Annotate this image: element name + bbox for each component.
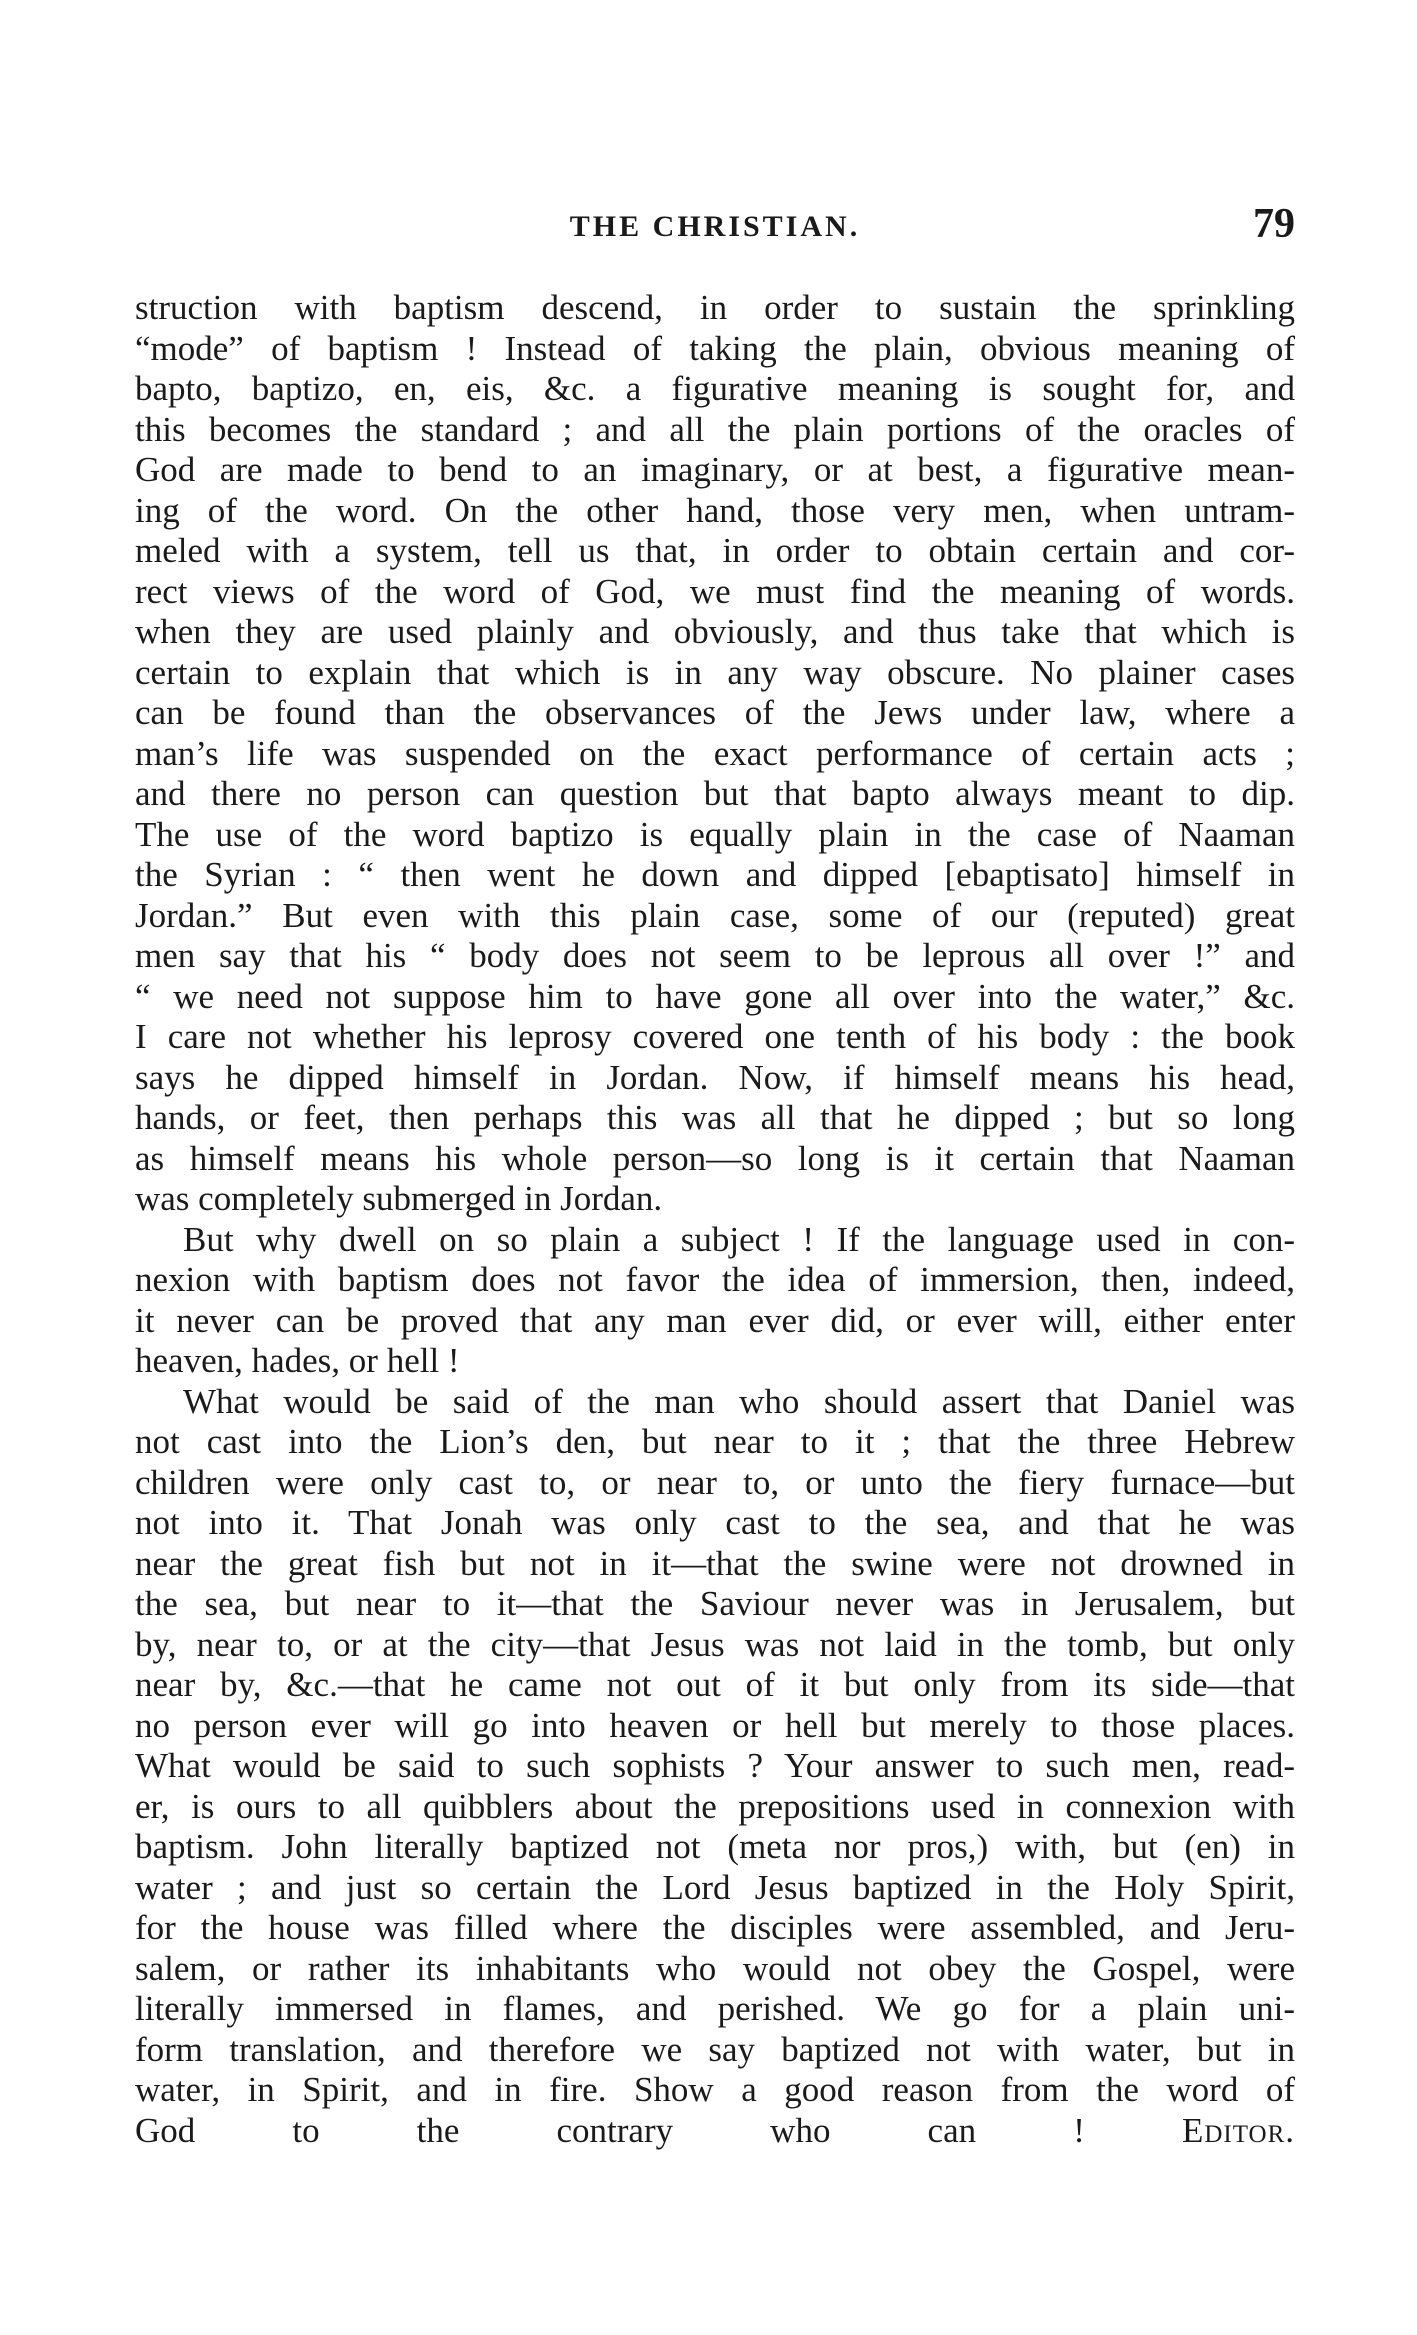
text-line: this becomes the standard ; and all the plain portions of the oracles of [135,409,1295,449]
text-line: near by, &c.—that he came not out of it but only from its side—that [135,1665,1295,1704]
text-line: man’s life was suspended on the exact performance of certain acts ; [135,733,1295,773]
article-body [135,288,1295,2151]
text-line: the sea, but near to it—that the Saviour never was in Jerusalem, but [135,1584,1295,1623]
text-line: “mode” of baptism ! Instead of taking the plain, obvious meaning of [135,328,1295,368]
text-line: it never can be proved that any man ever did, or ever will, either enter [135,1300,1295,1340]
text-line: God to the contrary who can ! [135,2110,1085,2150]
text-line: near the great fish but not in it—that the swine were not drowned in [135,1543,1295,1583]
text-line: I care not whether his leprosy covered one tenth of his body : the book [135,1017,1295,1056]
text-line: struction with baptism descend, in order to sustain the sprinkling [135,288,1295,327]
text-line: can be found than the observances of the Jews under law, where a [135,693,1295,732]
text-line: meled with a system, tell us that, in order to obtain certain and cor- [135,531,1295,570]
text-line: er, is ours to all quibblers about the prepositions used in connexion with [135,1786,1295,1826]
text-line: The use of the word baptizo is equally plain in the case of Naaman [135,814,1295,854]
text-line: nexion with baptism does not favor the idea of immersion, then, indeed, [135,1260,1295,1299]
text-line: water ; and just so certain the Lord Jesus baptized in the Holy Spirit, [135,1867,1295,1907]
text-line: “ we need not suppose him to have gone all over into the water,” &c. [135,976,1295,1016]
text-line: when they are used plainly and obviously, and thus take that which is [135,612,1295,651]
text-line: by, near to, or at the city—that Jesus was not laid in the tomb, but only [135,1624,1295,1664]
text-line: God are made to bend to an imaginary, or at best, a figurative mean- [135,450,1295,489]
text-line: What would be said of the man who should assert that Daniel was [183,1381,1295,1421]
text-line: rect views of the word of God, we must find the meaning of words. [135,571,1295,611]
page-number: 79 [1253,201,1295,247]
text-line: form translation, and therefore we say baptized not with water, but in [135,2029,1295,2069]
text-line: But why dwell on so plain a subject ! If the language used in con- [183,1219,1295,1259]
text-line: salem, or rather its inhabitants who would not obey the Gospel, were [135,1948,1295,1988]
text-line: literally immersed in flames, and perished. We go for a plain uni- [135,1989,1295,2028]
text-line: ing of the word. On the other hand, those very men, when untram- [135,490,1295,530]
running-head: THE CHRISTIAN. [569,210,861,243]
text-line: says he dipped himself in Jordan. Now, if himself means his head, [135,1057,1295,1097]
page-header [135,200,1295,260]
text-line: What would be said to such sophists ? Your answer to such men, read- [135,1746,1295,1785]
final-line [135,2111,1295,2152]
text-line: not cast into the Lion’s den, but near to it ; that the three Hebrew [135,1422,1295,1461]
text-line: and there no person can question but that bapto always meant to dip. [135,774,1295,813]
text-line: certain to explain that which is in any way obscure. No plainer cases [135,652,1295,692]
text-line: men say that his “ body does not seem to be leprous all over !” and [135,936,1295,975]
text-line: baptism. John literally baptized not (meta nor pros,) with, but (en) in [135,1827,1295,1866]
text-line: the Syrian : “ then went he down and dipped [ebaptisato] himself in [135,855,1295,894]
text-line: water, in Spirit, and in fire. Show a good reason from the word of [135,2070,1295,2109]
text-line: no person ever will go into heaven or hell but merely to those places. [135,1705,1295,1745]
text-line: was completely submerged in Jordan. [135,1179,663,1218]
text-line: as himself means his whole person—so long is it certain that Naaman [135,1138,1295,1178]
text-line: bapto, baptizo, en, eis, &c. a figurative meaning is sought for, and [135,369,1295,408]
text-line: heaven, hades, or hell ! [135,1341,460,1380]
editor-signature: Editor. [1181,2110,1296,2150]
text-line: for the house was filled where the disciples were assembled, and Jeru- [135,1908,1295,1947]
text-line: Jordan.” But even with this plain case, some of our (reputed) great [135,895,1295,935]
text-line: not into it. That Jonah was only cast to the sea, and that he was [135,1503,1295,1542]
text-line: hands, or feet, then perhaps this was all that he dipped ; but so long [135,1098,1295,1137]
text-line: children were only cast to, or near to, or unto the fiery furnace—but [135,1462,1295,1502]
